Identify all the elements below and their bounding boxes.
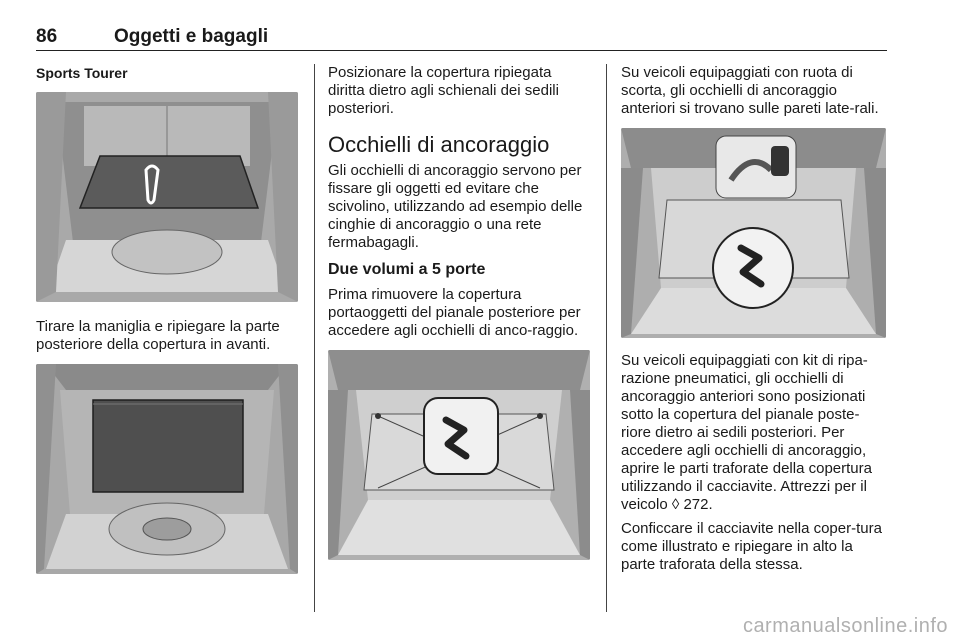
caption-fold-cover: Tirare la maniglia e ripiegare la parte posteriore della copertura in avanti. xyxy=(36,318,280,353)
paragraph-position-cover: Posizionare la copertura ripiegata diritta dietro agli schienali dei sedili posteriori. xyxy=(328,64,559,117)
figure-side-anchors xyxy=(621,128,886,338)
column-2 xyxy=(328,64,590,560)
watermark: carmanualsonline.info xyxy=(742,615,948,637)
section-title: Oggetti e bagagli xyxy=(114,26,269,47)
heading-anchor-points: Occhielli di ancoraggio xyxy=(328,132,550,157)
column-divider-2 xyxy=(606,64,607,612)
subheading-hatchback: Due volumi a 5 porte xyxy=(328,261,486,278)
paragraph-insert-screwdriver: Conficcare il cacciavite nella coper-tura come illustrato e ripiegare in alto la parte traforata della stessa. xyxy=(621,520,882,573)
paragraph-spare-wheel: Su veicoli equipaggiati con ruota di scorta, gli occhielli di ancoraggio anteriori si trovano sulle pareti late-rali. xyxy=(621,64,879,117)
figure-folded-cover xyxy=(36,364,298,574)
column-1 xyxy=(36,64,298,574)
header-rule xyxy=(36,50,887,51)
figure-trunk-cover-handle xyxy=(36,92,298,302)
column-divider-1 xyxy=(314,64,315,612)
subheading-sports-tourer: Sports Tourer xyxy=(36,65,128,81)
paragraph-repair-kit: Su veicoli equipaggiati con kit di ripa-razione pneumatici, gli occhielli di ancoraggio anteriori sono posizionati sotto la copertura del pianale poste-riore dietro ai sedili posteriori. Per accedere agli occhielli di ancoraggio, aprire le parti traforate della copertura utilizzando il cacciavite. Attrezzi per il veicolo ◊ 272. xyxy=(621,352,872,513)
paragraph-anchor-points: Gli occhielli di ancoraggio servono per fissare gli oggetti ed evitare che scivolino, utilizzando ad esempio delle cinghie di ancoraggio o una rete fermabagagli. xyxy=(328,162,583,251)
page-number: 86 xyxy=(36,26,58,47)
page-header xyxy=(36,26,886,52)
paragraph-remove-cover: Prima rimuovere la copertura portaoggetti del pianale posteriore per accedere agli occhielli di anco-raggio. xyxy=(328,286,581,339)
figure-hatchback-anchors xyxy=(328,350,590,560)
column-3 xyxy=(621,64,886,580)
